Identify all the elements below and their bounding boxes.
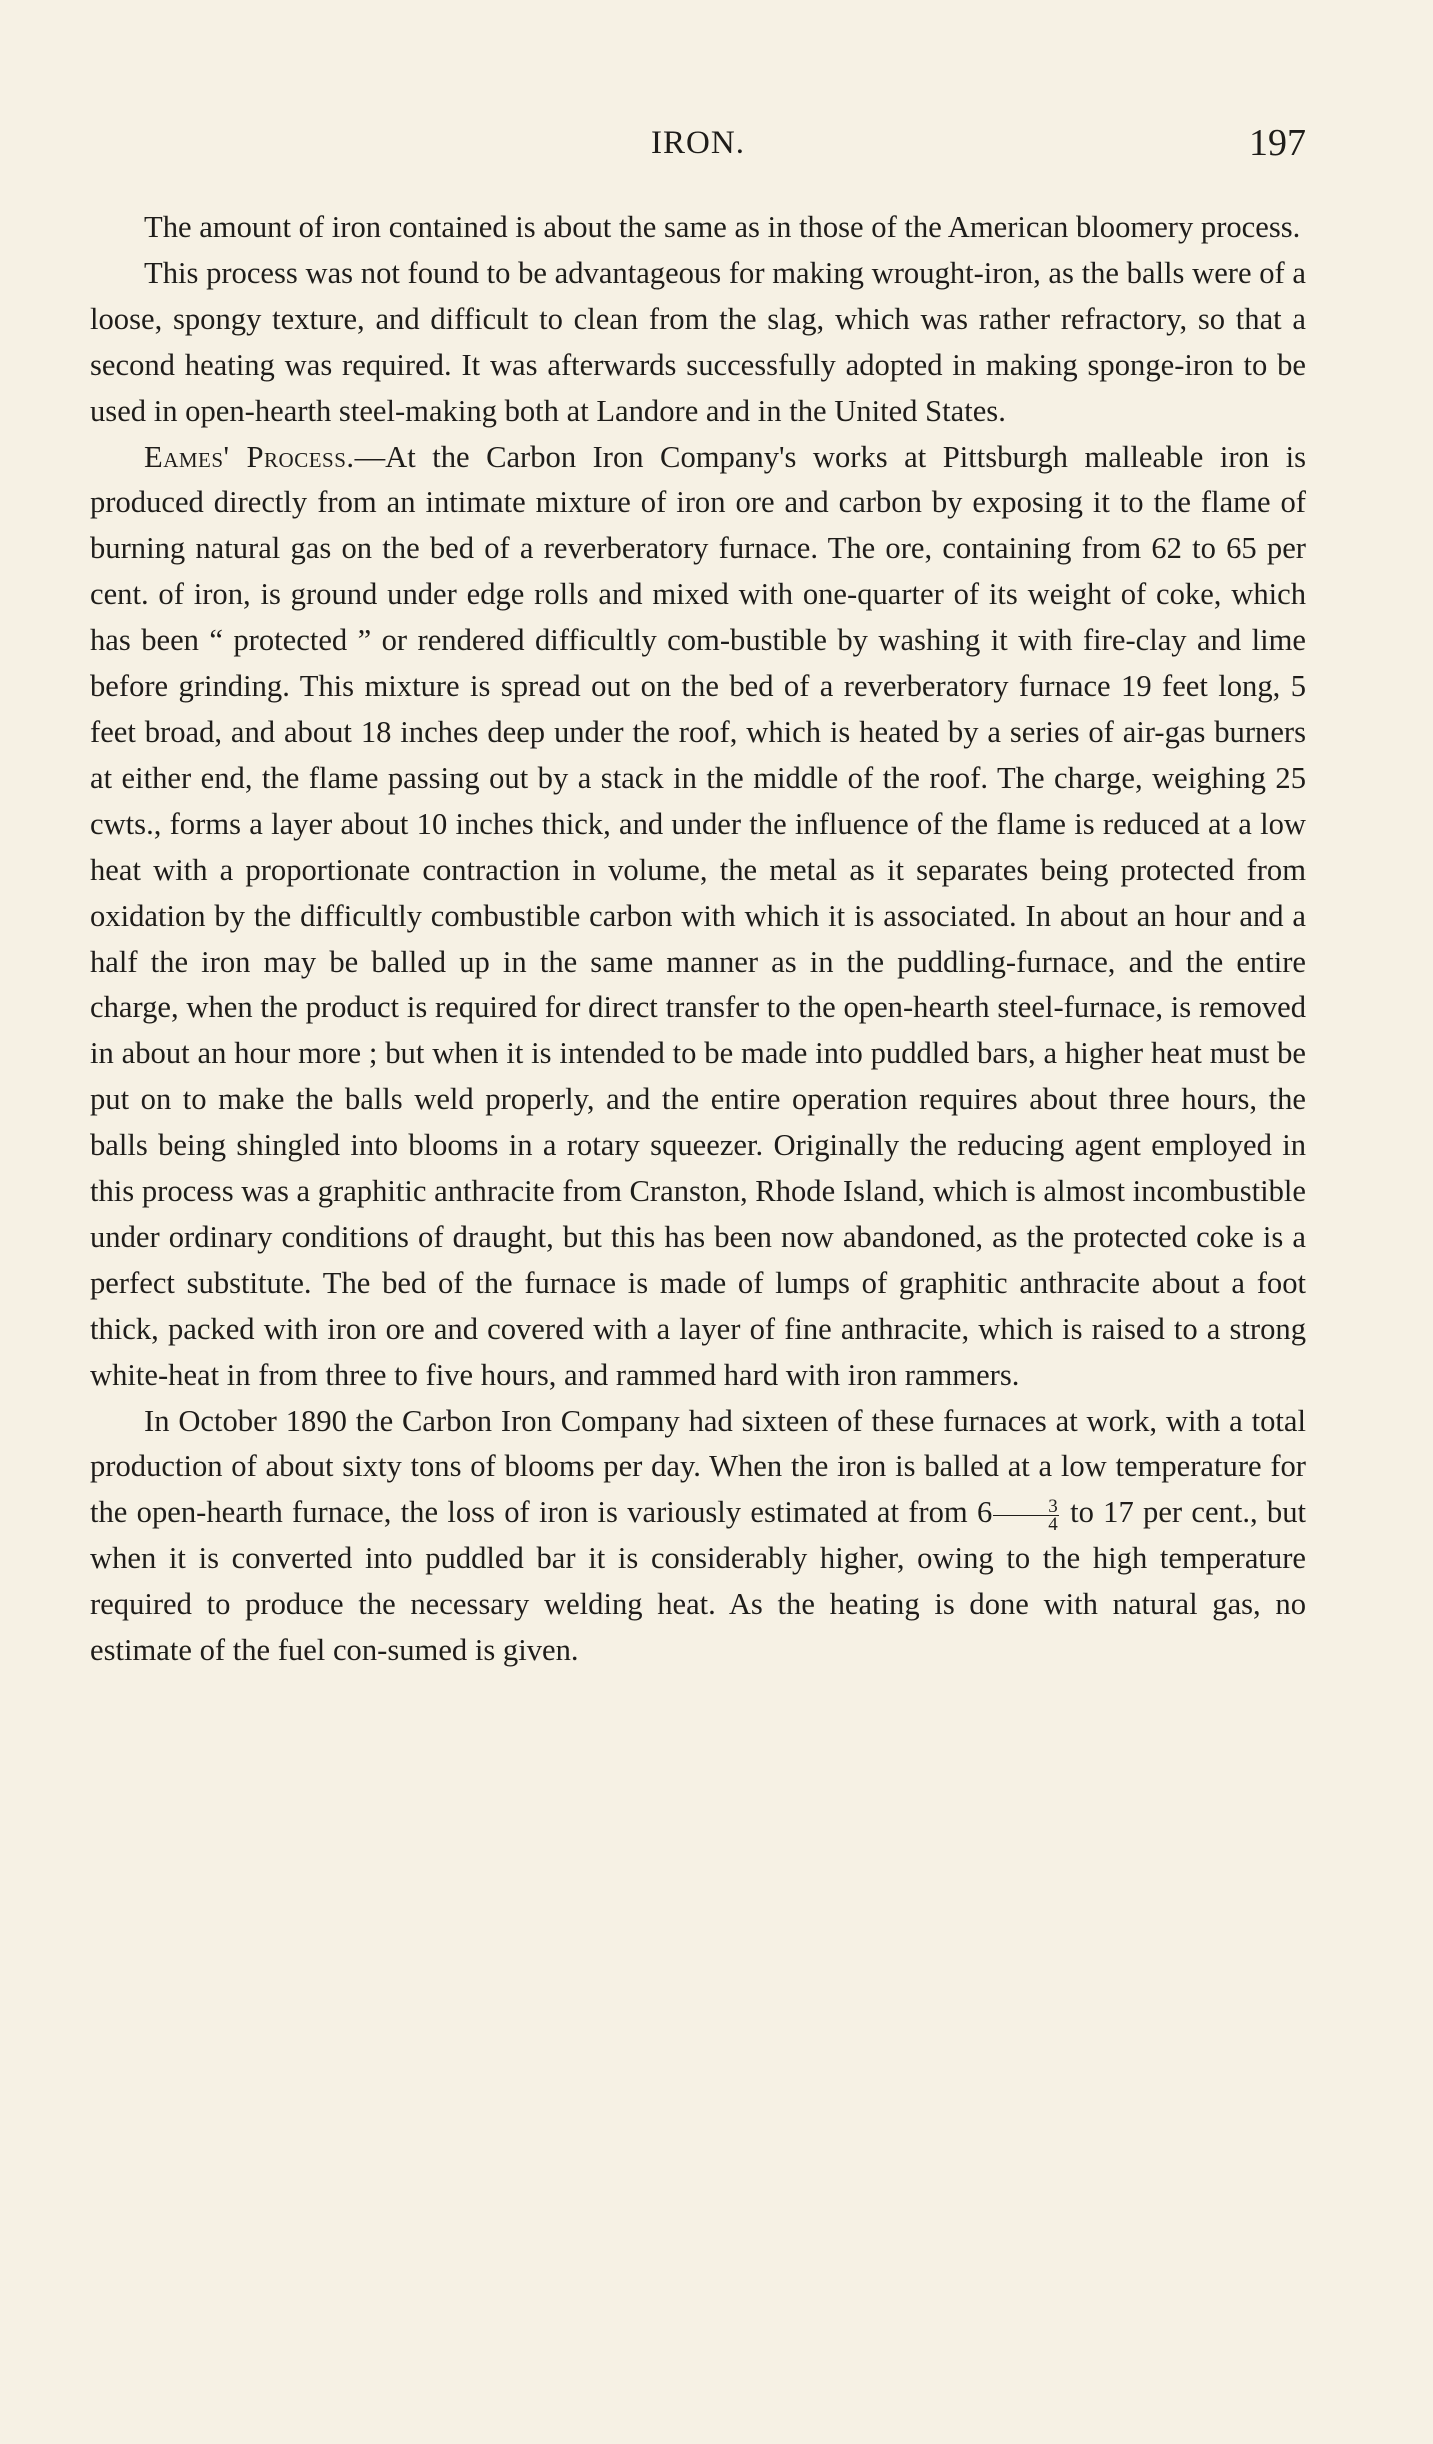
fraction-denominator: 4 (1048, 1513, 1058, 1535)
paragraph-4-text-before: In October 1890 the Carbon Iron Company had sixteen of these furnaces at work, with a total production of about sixty tons of blooms per day. When the iron is balled at a low temperature for the open-hearth furnace, the loss of iron is variously estimated at from 6 (90, 1403, 1306, 1530)
paragraph-3-text: —At the Carbon Iron Company's works at Pittsburgh malleable iron is produced directly from an intimate mixture of iron ore and carbon by exposing it to the flame of burning natural gas on the bed of a reverberatory furnace. The ore, containing from 62 to 65 per cent. of iron, is ground under edge rolls and mixed with one-quarter of its weight of coke, which has been “ protected ” or rendered difficultly com-bustible by washing it with fire-clay and lime before grinding. This mixture is spread out on the bed of a reverberatory furnace 19 feet long, 5 feet broad, and about 18 inches deep under the roof, which is heated by a series of air-gas burners at either end, the flame passing out by a stack in the middle of the roof. The charge, weighing 25 cwts., forms a layer about 10 inches thick, and under the influence of the flame is reduced at a low heat with a proportionate contraction in volume, the metal as it separates being protected from oxidation by the difficultly combustible carbon with which it is associated. In about an hour and a half the iron may be balled up in the same manner as in the puddling-furnace, and the entire charge, when the product is required for direct transfer to the open-hearth steel-furnace, is removed in about an hour more ; but when it is intended to be made into puddled bars, a higher heat must be put on to make the balls weld properly, and the entire operation requires about three hours, the balls being shingled into blooms in a rotary squeezer. Originally the reducing agent employed in this process was a graphitic anthracite from Cranston, Rhode Island, which is almost incombustible under ordinary conditions of draught, but this has been now abandoned, as the protected coke is a perfect substitute. The bed of the furnace is made of lumps of graphitic anthracite about a foot thick, packed with iron ore and covered with a layer of fine anthracite, which is raised to a strong white-heat in from three to five hours, and rammed hard with iron rammers. (90, 439, 1306, 1392)
paragraph-4-text-after: to 17 per cent., but when it is converted into puddled bar it is considerably higher, owing to the high temperature required to produce the necessary welding heat. As the heating is done with natural gas, no estimate of the fuel con-sumed is given. (90, 1495, 1306, 1668)
paragraph-1-text: The amount of iron contained is about the same as in those of the American bloomery process. (144, 210, 1301, 244)
section-heading: Eames' Process. (144, 439, 355, 474)
paragraph-4 (90, 1399, 1306, 1674)
paragraph-2 (90, 251, 1306, 435)
paragraph-3 (90, 435, 1306, 1399)
fraction (993, 1495, 1059, 1535)
chapter-title: IRON. (651, 125, 745, 161)
fraction-numerator: 3 (993, 1498, 1059, 1516)
page-number: 197 (1249, 122, 1306, 164)
paragraph-2-text: This process was not found to be advantageous for making wrought-iron, as the balls were of a loose, spongy texture, and difficult to clean from the slag, which was rather refractory, so that a second heating was required. It was afterwards successfully adopted in making sponge-iron to be used in open-hearth steel-making both at Landore and in the United States. (90, 255, 1306, 428)
body-text (90, 205, 1306, 1674)
paragraph-1 (90, 205, 1306, 251)
running-head (90, 118, 1306, 168)
